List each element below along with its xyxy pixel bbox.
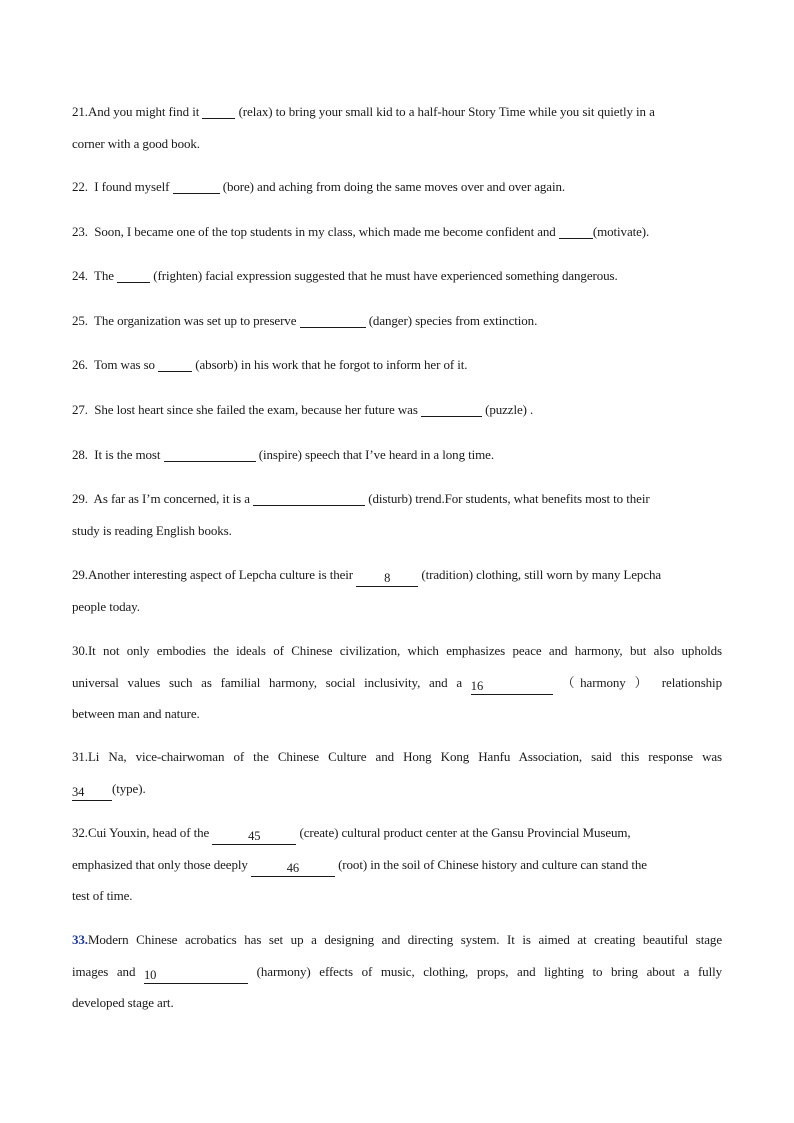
question-text: images and [72, 963, 136, 979]
question-text: (frighten) facial expression suggested that he must have experienced something dangerous. [153, 268, 618, 283]
question-number: 25. [72, 313, 88, 328]
question-22 [72, 171, 722, 203]
question-text: She lost heart since she failed the exam, because her future was [94, 402, 418, 417]
question-text: (disturb) trend.For students, what benefits most to their [368, 491, 650, 506]
question-number: 23. [72, 224, 88, 239]
question-text: (root) in the soil of Chinese history and culture can stand the [338, 856, 647, 872]
question-text: corner with a good book. [72, 135, 200, 151]
question-number: 29. [72, 491, 88, 506]
question-number: 33. [72, 932, 88, 947]
question-23 [72, 216, 722, 248]
question-33 [72, 924, 722, 1019]
answer-blank[interactable] [253, 490, 365, 506]
question-number: 28. [72, 447, 88, 462]
question-text: (puzzle) . [485, 402, 534, 417]
question-text: (relax) to bring your small kid to a half-hour Story Time while you sit quietly in a [238, 104, 655, 119]
question-number: 22. [72, 179, 88, 194]
question-32 [72, 817, 722, 912]
question-21 [72, 96, 722, 159]
question-number: 27. [72, 402, 88, 417]
question-text: study is reading English books. [72, 522, 232, 538]
answer-blank[interactable] [421, 401, 482, 417]
question-text: (inspire) speech that I’ve heard in a long time. [258, 447, 494, 462]
question-29 [72, 483, 722, 546]
answer-blank[interactable] [559, 223, 593, 239]
question-number: 29. [72, 567, 88, 582]
question-text: (motivate). [592, 224, 650, 239]
question-text: The organization was set up to preserve [94, 313, 297, 328]
question-number: 31. [72, 749, 88, 764]
question-24 [72, 260, 722, 292]
question-text: people today. [72, 598, 140, 614]
question-text: It is the most [94, 447, 161, 462]
question-text: (bore) and aching from doing the same moves over and over again. [222, 179, 566, 194]
question-text: Another interesting aspect of Lepcha culture is their [87, 567, 354, 582]
answer-blank[interactable]: 10 [144, 968, 248, 984]
question-text: (danger) species from extinction. [368, 313, 538, 328]
question-text: Cui Youxin, head of the [87, 825, 210, 840]
question-number: 24. [72, 268, 88, 283]
question-text: between man and nature. [72, 706, 200, 721]
question-text: (type). [112, 780, 146, 796]
question-text: developed stage art. [72, 995, 174, 1010]
answer-blank[interactable]: 46 [251, 861, 335, 877]
question-text: (harmony) effects of music, clothing, props, and lighting to bring about a fully [256, 963, 723, 979]
question-text: As far as I’m concerned, it is a [93, 491, 250, 506]
question-text: (tradition) clothing, still worn by many Lepcha [421, 567, 662, 582]
answer-blank[interactable] [300, 312, 366, 328]
question-text: emphasized that only those deeply [72, 856, 248, 872]
question-text: Li Na, vice-chairwoman of the Chinese Culture and Hong Kong Hanfu Association, said this response was [87, 749, 722, 764]
question-31 [72, 741, 722, 804]
question-text: Soon, I became one of the top students in my class, which made me become confident and [94, 224, 556, 239]
question-text: Tom was so [94, 357, 155, 372]
question-text: The [94, 268, 114, 283]
question-number: 30. [72, 643, 88, 658]
question-28 [72, 439, 722, 471]
answer-blank[interactable]: 45 [212, 829, 296, 845]
question-26 [72, 349, 722, 381]
question-text: It not only embodies the ideals of Chinese civilization, which emphasizes peace and harmony, but also upholds [87, 643, 722, 658]
answer-blank[interactable] [158, 356, 192, 372]
question-text: (create) cultural product center at the Gansu Provincial Museum, [299, 825, 631, 840]
question-number: 26. [72, 357, 88, 372]
question-text: Modern Chinese acrobatics has set up a designing and directing system. It is aimed at creating beautiful stage [87, 932, 722, 947]
question-25 [72, 305, 722, 337]
question-30 [72, 635, 722, 730]
question-text: (absorb) in his work that he forgot to inform her of it. [195, 357, 468, 372]
question-29-lepcha [72, 559, 722, 622]
question-number: 32. [72, 825, 88, 840]
question-27 [72, 394, 722, 426]
question-number: 21. [72, 104, 88, 119]
question-text: And you might find it [87, 104, 200, 119]
question-text: （harmony ） relationship [561, 674, 722, 690]
answer-blank[interactable] [173, 178, 220, 194]
answer-blank[interactable]: 8 [356, 571, 418, 587]
answer-blank[interactable]: 34 [72, 785, 112, 801]
question-text: I found myself [94, 179, 170, 194]
answer-blank[interactable] [202, 103, 235, 119]
answer-blank[interactable] [117, 267, 150, 283]
answer-blank[interactable] [164, 446, 256, 462]
question-text: universal values such as familial harmony, social inclusivity, and a [72, 674, 462, 690]
answer-blank[interactable]: 16 [471, 679, 553, 695]
question-text: test of time. [72, 888, 133, 903]
